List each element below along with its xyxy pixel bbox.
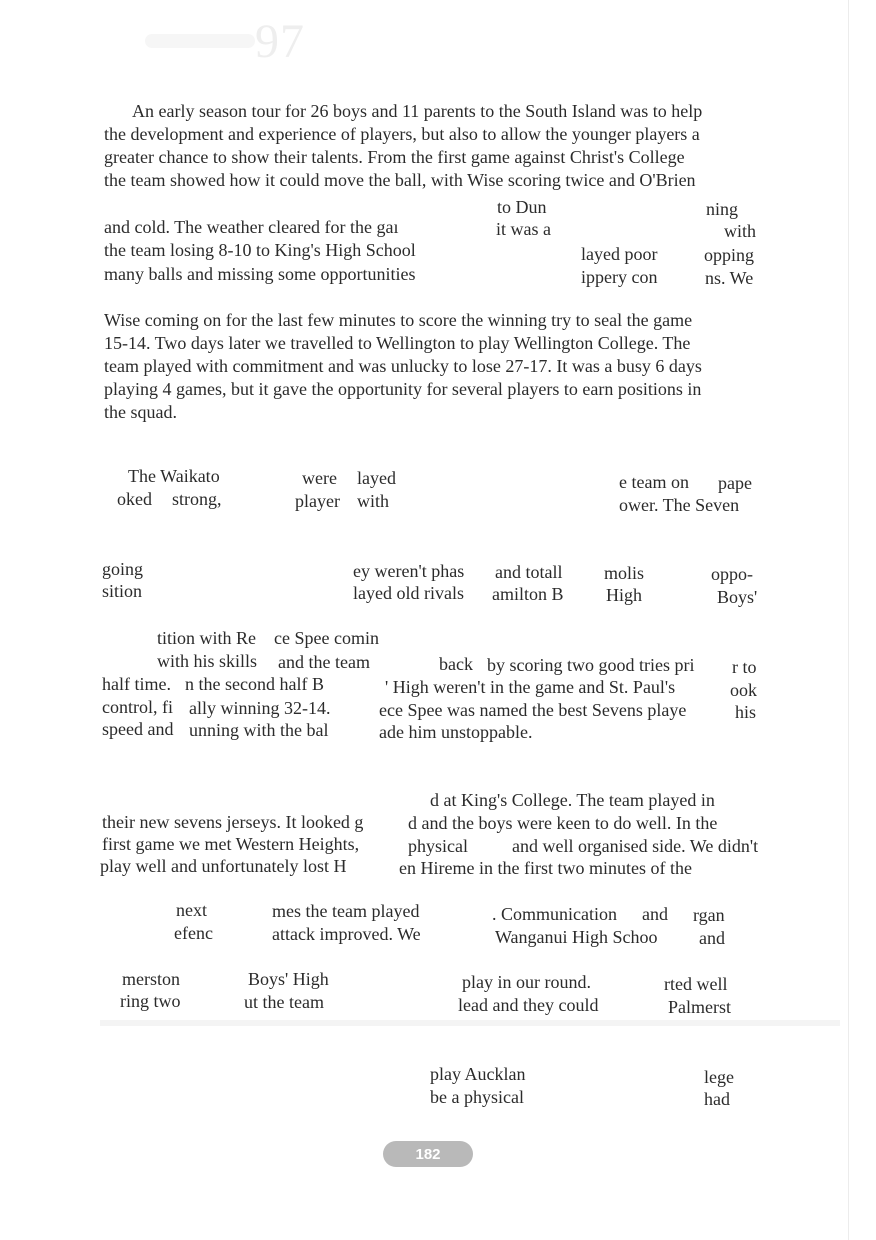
text-fragment: r to	[732, 657, 757, 677]
text-fragment: speed and	[102, 719, 174, 739]
text-fragment: ower. The Seven	[619, 495, 740, 515]
text-line: the team showed how it could move the ball, with Wise scoring twice and O'Brien	[104, 170, 696, 190]
text-fragment: opping	[704, 245, 755, 265]
text-fragment: . Communication	[492, 904, 617, 924]
text-fragment: efenc	[174, 923, 213, 943]
text-fragment: back	[439, 654, 473, 674]
text-fragment: by scoring two good tries pri	[487, 655, 695, 675]
text-fragment: and cold. The weather cleared for the gaı	[104, 217, 399, 237]
text-fragment: ning	[706, 199, 739, 219]
text-fragment: ook	[730, 680, 757, 700]
text-fragment: en Hireme in the first two minutes of the	[399, 858, 692, 878]
text-fragment: sition	[102, 581, 143, 601]
text-fragment: ippery con	[581, 267, 658, 287]
text-fragment: to Dun	[497, 197, 547, 217]
page-number-badge	[383, 1141, 473, 1167]
text-fragment: rgan	[693, 905, 725, 925]
text-fragment: had	[704, 1089, 730, 1109]
text-fragment: were	[302, 468, 337, 488]
text-fragment: rted well	[664, 974, 728, 994]
text-fragment: and totall	[495, 562, 563, 582]
text-fragment: n the second half B	[185, 674, 324, 694]
text-fragment: ' High weren't in the game and St. Paul's	[385, 677, 676, 697]
text-fragment: ece Spee was named the best Sevens playe	[379, 700, 687, 720]
text-line: An early season tour for 26 boys and 11 parents to the South Island was to help	[132, 101, 703, 121]
text-fragment: and well organised side. We didn't	[512, 836, 759, 856]
text-fragment: lege	[704, 1067, 734, 1087]
header-faded-band	[145, 34, 255, 48]
text-fragment: half time.	[102, 674, 171, 694]
text-line: team played with commitment and was unlucky to lose 27-17. It was a busy 6 days	[104, 356, 702, 376]
page-edge-line	[848, 0, 849, 1240]
text-line: 15-14. Two days later we travelled to Wellington to play Wellington College. The	[104, 333, 691, 353]
text-fragment: layed	[357, 468, 396, 488]
text-fragment: molis	[604, 563, 645, 583]
paragraph-2	[104, 309, 764, 424]
text-line: greater chance to show their talents. From the first game against Christ's College	[104, 147, 685, 167]
text-fragment: and	[642, 904, 668, 924]
text-fragment: oppo-	[711, 564, 753, 584]
text-fragment: layed poor	[581, 244, 658, 264]
text-fragment: strong,	[172, 489, 222, 509]
text-fragment: unning with the bal	[189, 720, 329, 740]
text-fragment: and	[699, 928, 725, 948]
text-fragment: with	[357, 491, 390, 511]
text-fragment: ade him unstoppable.	[379, 722, 533, 742]
text-fragment: tition with Re	[157, 628, 256, 648]
text-fragment: with his skills	[157, 651, 258, 671]
text-fragment: with	[724, 221, 757, 241]
text-fragment: ring two	[120, 991, 181, 1011]
text-fragment: Boys' High	[248, 969, 329, 989]
text-fragment: ce Spee comin	[274, 628, 379, 648]
text-fragment: be a physical	[430, 1087, 524, 1107]
text-line: the development and experience of players, but also to allow the younger players a	[104, 124, 700, 144]
text-fragment: High	[606, 585, 642, 605]
text-fragment: ut the team	[244, 992, 324, 1012]
text-fragment: ey weren't phas	[353, 561, 465, 581]
text-fragment: play in our round.	[462, 972, 591, 992]
text-fragment: ally winning 32-14.	[189, 698, 331, 718]
text-fragment: pape	[718, 473, 752, 493]
text-fragment: d and the boys were keen to do well. In the	[408, 813, 718, 833]
text-line: Wise coming on for the last few minutes to score the winning try to seal the game	[104, 310, 693, 330]
page-number: 182	[415, 1145, 441, 1163]
text-fragment: it was a	[496, 219, 551, 239]
text-fragment: Palmerst	[668, 997, 731, 1017]
text-fragment: mes the team played	[272, 901, 420, 921]
text-fragment: many balls and missing some opportunities	[104, 264, 416, 284]
text-fragment: physical	[408, 836, 468, 856]
text-fragment: player	[295, 491, 340, 511]
text-fragment: lead and they could	[458, 995, 599, 1015]
header-number: 97	[255, 15, 305, 68]
text-fragment: ns. We	[705, 268, 754, 288]
text-fragment: d at King's College. The team played in	[430, 790, 715, 810]
text-fragment: his	[735, 702, 757, 722]
text-fragment: oked	[117, 489, 152, 509]
text-line: playing 4 games, but it gave the opportunity for several players to earn positions in	[104, 379, 702, 399]
text-fragment: play Aucklan	[430, 1064, 526, 1084]
text-fragment: next	[176, 900, 207, 920]
text-fragment: merston	[122, 969, 180, 989]
text-fragment: Wanganui High Schoo	[495, 927, 658, 947]
text-fragment: going	[102, 559, 144, 579]
text-fragment: amilton B	[492, 584, 564, 604]
text-fragment: Boys'	[717, 587, 758, 607]
text-fragment: the team losing 8-10 to King's High School	[104, 240, 416, 260]
text-fragment: attack improved. We	[272, 924, 421, 944]
text-fragment: e team on	[619, 472, 689, 492]
text-fragment: control, fi	[102, 697, 173, 717]
text-fragment: play well and unfortunately lost H	[100, 856, 347, 876]
text-fragment: their new sevens jerseys. It looked g	[102, 812, 364, 832]
text-fragment: layed old rivals	[353, 583, 464, 603]
faded-scan-band	[100, 1020, 840, 1026]
text-fragment: and the team	[278, 652, 370, 672]
text-fragment: The Waikato	[128, 466, 220, 486]
text-line: the squad.	[104, 402, 177, 422]
text-fragment: first game we met Western Heights,	[102, 834, 360, 854]
paragraph-1	[104, 100, 764, 192]
